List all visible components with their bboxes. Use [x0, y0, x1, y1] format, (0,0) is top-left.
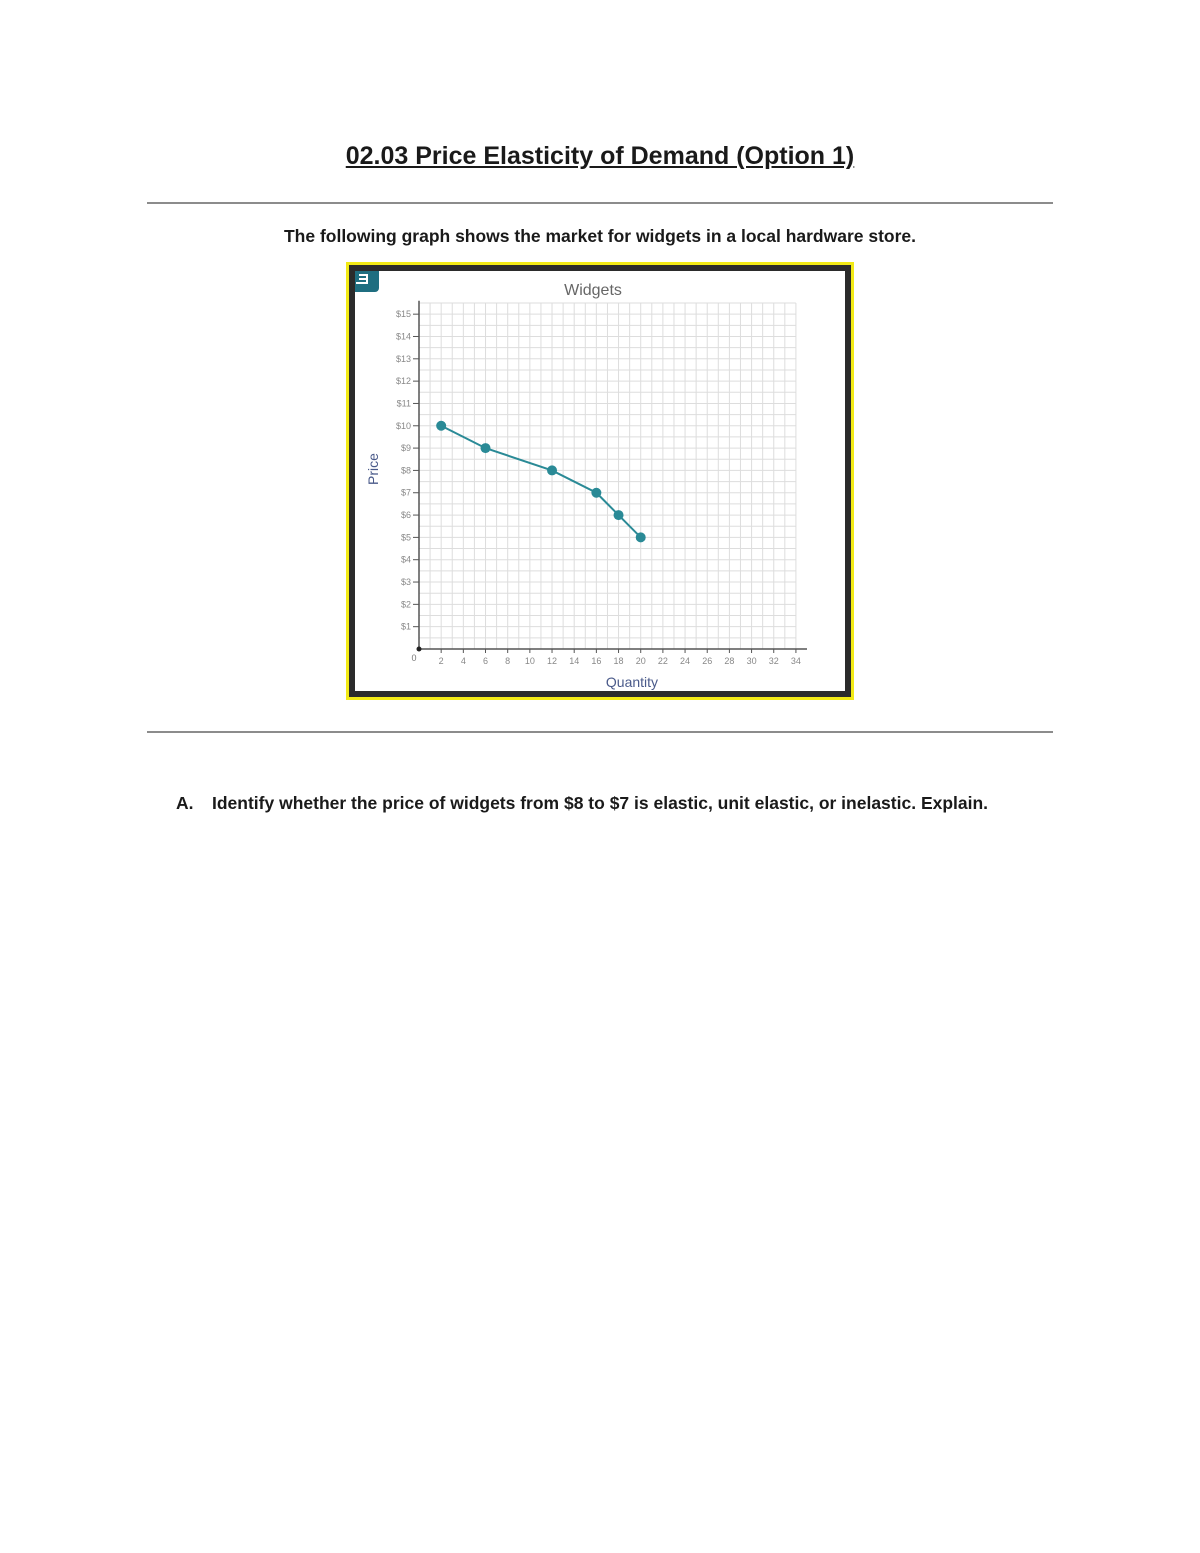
y-tick-label: $14: [395, 331, 411, 342]
y-tick-label: $11: [396, 398, 411, 409]
x-tick-label: 10: [524, 656, 535, 666]
axes: [417, 301, 808, 652]
x-tick-label: 6: [483, 656, 489, 666]
x-tick-label: 30: [746, 656, 757, 666]
chart-title: Widgets: [564, 282, 622, 299]
x-axis-label: Quantity: [605, 674, 659, 690]
data-point: [636, 532, 646, 542]
y-tick-label: $5: [400, 532, 411, 543]
data-point: [436, 421, 446, 431]
x-tick-label: 4: [460, 656, 466, 666]
x-tick-label: 14: [569, 656, 580, 666]
x-tick-label: 34: [790, 656, 801, 666]
y-tick-label: $4: [400, 554, 411, 565]
question-text: Identify whether the price of widgets from $8 to $7 is elastic, unit elastic, or inelastic. Explain.: [212, 793, 989, 813]
data-point: [547, 465, 557, 475]
y-tick-label: $6: [400, 510, 411, 521]
top-divider: [147, 202, 1053, 204]
origin-label: 0: [411, 653, 417, 663]
x-tick-label: 22: [657, 656, 668, 666]
x-tick-label: 32: [768, 656, 779, 666]
y-tick-label: $8: [400, 465, 411, 476]
x-tick-label: 12: [547, 656, 558, 666]
x-tick-label: 24: [680, 656, 691, 666]
chart-container: [349, 265, 851, 697]
x-tick-label: 2: [438, 656, 444, 666]
grid: [419, 303, 796, 649]
y-tick-label: $13: [395, 353, 411, 364]
y-tick-label: $3: [400, 577, 411, 588]
chart-highlight-frame: [346, 262, 854, 700]
widgets-chart: [355, 271, 845, 691]
y-tick-label: $1: [400, 621, 411, 632]
bottom-divider: [147, 731, 1053, 733]
data-point: [614, 510, 624, 520]
question-letter: A.: [176, 793, 194, 813]
y-tick-label: $7: [400, 487, 411, 498]
y-tick-label: $12: [395, 376, 411, 387]
y-tick-label: $10: [395, 420, 411, 431]
origin-dot: [417, 647, 422, 652]
data-point: [481, 443, 491, 453]
x-tick-label: 28: [724, 656, 735, 666]
y-axis-label: Price: [365, 453, 381, 485]
x-tick-label: 20: [635, 656, 646, 666]
intro-text: The following graph shows the market for widgets in a local hardware store.: [283, 226, 917, 246]
y-tick-label: $9: [400, 443, 411, 454]
y-tick-label: $2: [400, 599, 411, 610]
x-tick-label: 26: [702, 656, 713, 666]
x-tick-label: 16: [591, 656, 602, 666]
y-tick-label: $15: [395, 309, 411, 320]
x-tick-label: 8: [505, 656, 511, 666]
page-title: 02.03 Price Elasticity of Demand (Option 1): [345, 142, 855, 170]
x-tick-label: 18: [613, 656, 624, 666]
data-point: [591, 488, 601, 498]
